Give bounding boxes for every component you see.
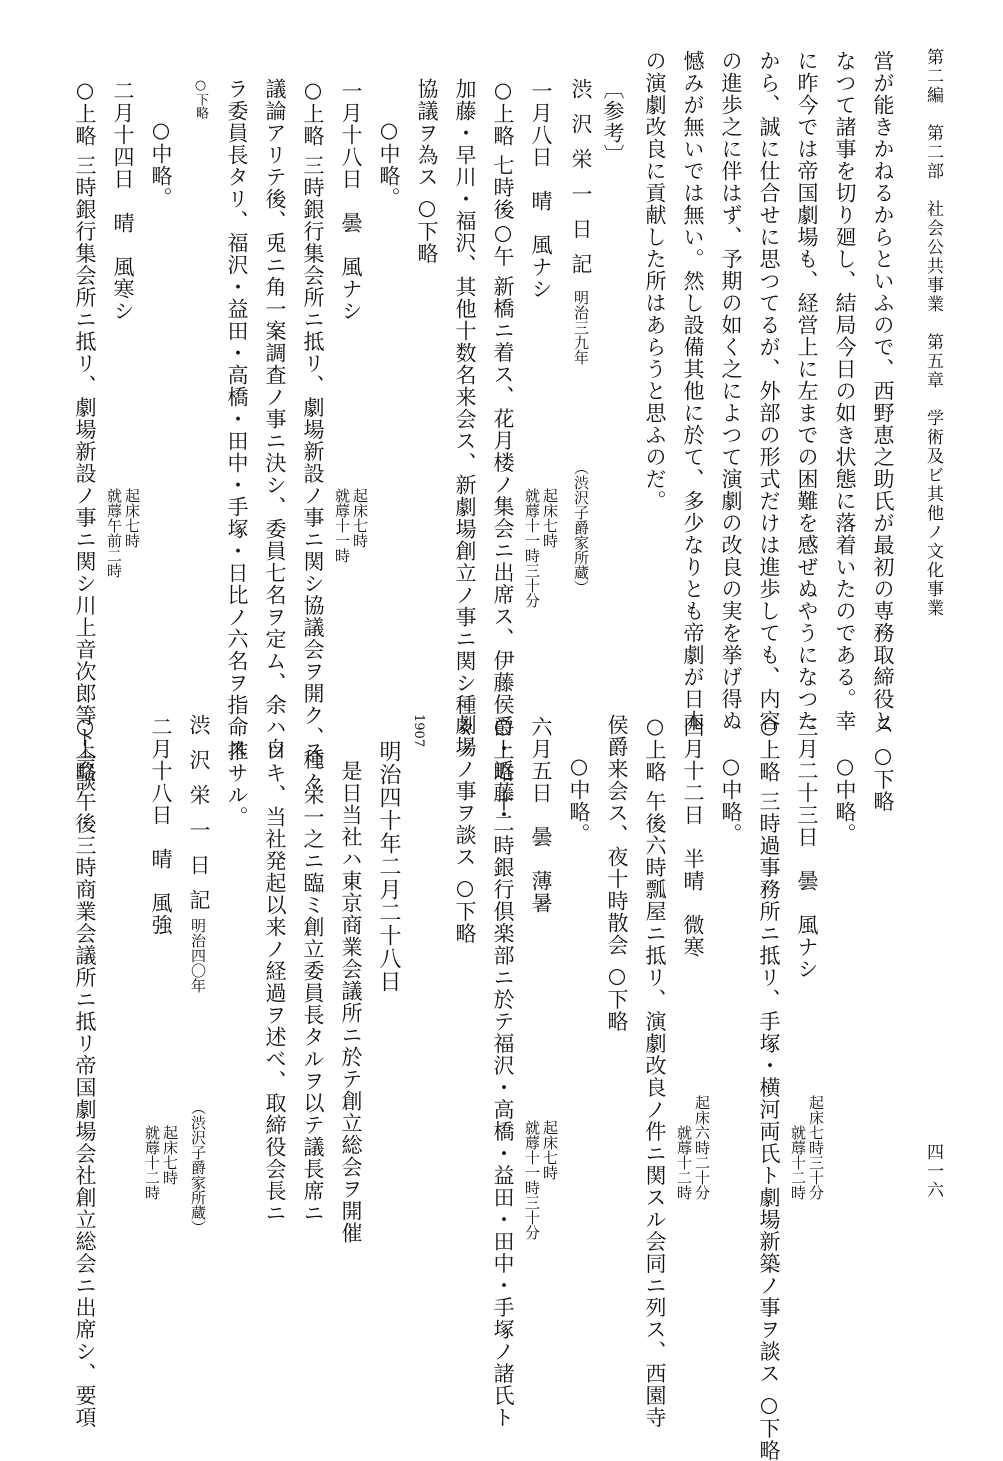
body-line-1: 是日当社ハ東京商業会議所ニ於テ創立総会ヲ開催 (339, 760, 363, 1244)
entry-date-jan18: 一月十八日 曇 風ナシ (339, 80, 363, 322)
entry-line-jan18-3: ラ委員長タリ、福沢・益田・高橋・田中・手塚・日比ノ六名ヲ指命ス (225, 78, 249, 760)
entry-date-jan8: 一月八日 晴 風ナシ (529, 80, 553, 300)
body-line-3: ツキ、当社発起以来ノ経過ヲ述べ、取締役会長ニ (263, 740, 287, 1224)
entry-line-feb18: ○上略 午後三時商業会議所ニ抵リ帝国劇場会社創立総会ニ出席シ、要項 (73, 714, 97, 1429)
entry-date-feb18: 二月十八日 晴 風強 (149, 716, 173, 936)
western-year: 1907 (411, 714, 426, 748)
intro-line-5: の進歩之に伴はず、予期の如く之によつて演劇の改良の実を挙げ得ぬ (719, 50, 743, 732)
entry-wake-jun5: 起床七時 (541, 1120, 559, 1180)
intro-line-1: 営が能きかねるからといふので、西野恵之助氏が最初の専務取締役と (871, 50, 895, 732)
diary-source-1906: （渋沢子爵家所蔵） (572, 460, 590, 595)
section-heading-date: 明治四十年二月二十八日 (376, 740, 401, 993)
entry-wake-feb18: 起床七時 (161, 1125, 179, 1185)
entry-sleep-apr12: 就蓐十二時 (675, 1125, 693, 1200)
diary-year-1907: 明治四〇年 (189, 918, 207, 993)
entry-wake-jan18: 起床七時 (351, 488, 369, 548)
entry-date-apr12: 四月十二日 半晴 微寒 (681, 716, 705, 958)
entry-line-apr12-1: ○上略 午後六時瓢屋ニ抵リ、演劇改良ノ件ニ関スル会同ニ列ス、西園寺 (643, 714, 667, 1429)
entry-wake-feb14: 起床七時 (123, 488, 141, 548)
page-number: 四一六 (923, 1143, 943, 1200)
entry-line-apr12-2: 侯爵来会ス、夜十時散会 ○下略 (605, 714, 629, 1033)
entry-wake-mar23: 起床七時三十分 (807, 1095, 825, 1200)
intro-line-2: なつて諸事を切り廻し、結局今日の如き状態に落着いたのである。幸 (833, 50, 857, 732)
omission-marker: ○中略。 (833, 754, 857, 845)
body-line-2: ス。栄一之ニ臨ミ創立委員長タルヲ以テ議長席ニ (301, 740, 325, 1224)
diary-title-1907: 渋沢栄一日記 (187, 714, 211, 924)
entry-line-feb14: ○上略 三時銀行集会所ニ抵リ、劇場新設ノ事ニ関シ川上音次郎等ト会談 (73, 78, 97, 793)
entry-wake-apr12: 起床六時二十分 (693, 1095, 711, 1200)
intro-line-6: 憾みが無いでは無い。然し設備其他に於て、多少なりとも帝劇が日本 (681, 50, 705, 732)
reference-label: 〔参考〕 (601, 78, 625, 166)
diary-title-1906: 渋沢栄一日記 (569, 78, 593, 288)
entry-line-jun5-1: ○上略 十二時銀行倶楽部ニ於テ福沢・高橋・益田・田中・手塚ノ諸氏ト (491, 714, 515, 1429)
omission-below-marker: ○下略 (193, 78, 208, 119)
body-line-4: 推サル。 (225, 740, 249, 828)
entry-sleep-jan8: 就蓐十一時三十分 (523, 488, 541, 608)
entry-sleep-jun5: 就蓐十一時三十分 (523, 1120, 541, 1240)
continuation-line: ス ○下略 (871, 714, 895, 813)
entry-line-mar23: ○上略 三時過事務所ニ抵リ、手塚・横河両氏ト劇場新築ノ事ヲ談ス ○下略 (757, 714, 781, 1461)
diary-source-1907: （渋沢子爵家所蔵） (189, 1100, 207, 1235)
diary-year-1906: 明治三九年 (572, 290, 590, 365)
entry-line-jan8-1: ○上略 七時後○午 新橋ニ着ス、花月楼ノ集会ニ出席ス、伊藤侯爵・近藤・ (491, 78, 515, 826)
entry-date-jun5: 六月五日 曇 薄暑 (529, 716, 553, 914)
running-title: 第二編 第二部 社会公共事業 第五章 学術及ビ其他ノ文化事業 (923, 48, 943, 618)
entry-wake-jan8: 起床七時 (541, 488, 559, 548)
entry-sleep-feb14: 就蓐午前二時 (105, 488, 123, 578)
entry-sleep-mar23: 就蓐十二時 (789, 1125, 807, 1200)
entry-date-feb14: 二月十四日 晴 風寒シ (111, 80, 135, 322)
omission-marker: ○中略。 (567, 754, 591, 845)
intro-line-7: の演劇改良に貢献した所はあらうと思ふのだ。 (643, 50, 667, 512)
entry-sleep-feb18: 就蓐十二時 (143, 1125, 161, 1200)
entry-line-jun5-2: 劇場ノ事ヲ談ス ○下略 (453, 714, 477, 945)
entry-date-mar23: 三月二十三日 曇 風ナシ (795, 716, 819, 980)
intro-line-3: に昨今では帝国劇場も、経営上に左までの困難を感ぜぬやうになつた (795, 50, 819, 732)
omission-marker: ○中略。 (719, 754, 743, 845)
entry-line-jan8-2: 加藤・早川・福沢、其他十数名来会ス、新劇場創立ノ事ニ関シ種々ノ (453, 78, 477, 760)
entry-line-jan8-3: 協議ヲ為ス ○下略 (415, 78, 439, 265)
omission-marker: ○中略。 (377, 118, 401, 209)
omission-marker: ○中略。 (149, 118, 173, 209)
entry-line-jan18-2: 議論アリテ後、兎ニ角一案調査ノ事ニ決シ、委員七名ヲ定ム、余ハ自 (263, 78, 287, 760)
entry-sleep-jan18: 就蓐十一時 (333, 488, 351, 563)
entry-line-jan18-1: ○上略 三時銀行集会所ニ抵リ、劇場新設ノ事ニ関シ協議会ヲ開ク、種々 (301, 78, 325, 793)
intro-line-4: から、誠に仕合せに思つてるが、外部の形式だけは進歩しても、内容 (757, 50, 781, 732)
